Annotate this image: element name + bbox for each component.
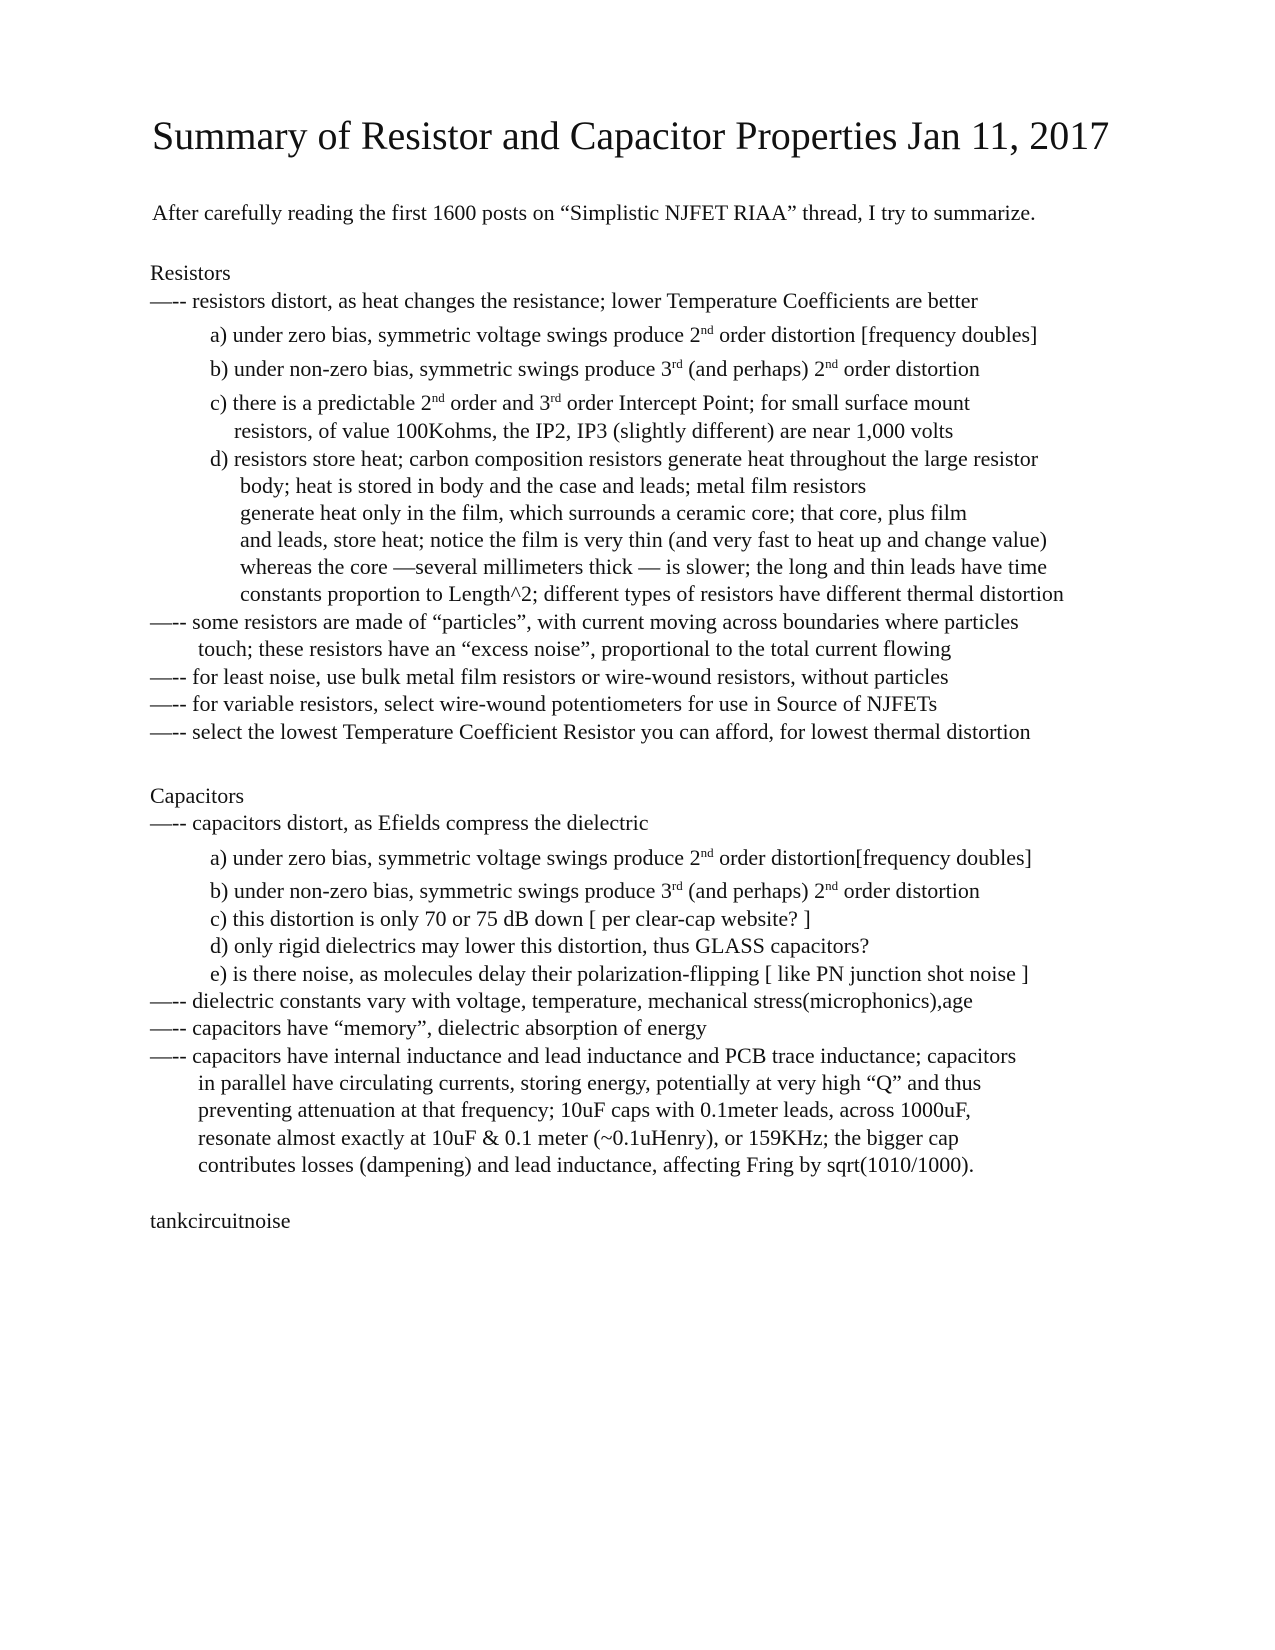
- resistors-heading: Resistors: [150, 260, 231, 285]
- resistor-item-d-cont: whereas the core —several millimeters thick — is slower; the long and thin leads have time: [240, 554, 1048, 579]
- resistor-item-b: b) under non-zero bias, symmetric swings produce 3rd (and perhaps) 2nd order distortion: [210, 356, 980, 381]
- resistor-point-noise: —-- for least noise, use bulk metal film resistors or wire-wound resistors, without particles: [150, 664, 949, 689]
- capacitor-point-dielectric: —-- dielectric constants vary with voltage, temperature, mechanical stress(microphonics),age: [150, 988, 973, 1013]
- capacitor-point-inductance-cont: resonate almost exactly at 10uF & 0.1 meter (~0.1uHenry), or 159KHz; the bigger cap: [198, 1125, 959, 1150]
- capacitors-heading: Capacitors: [150, 783, 245, 808]
- intro-text: After carefully reading the first 1600 posts on “Simplistic NJFET RIAA” thread, I try to summarize.: [152, 200, 1036, 225]
- capacitor-point-memory: —-- capacitors have “memory”, dielectric absorption of energy: [150, 1015, 707, 1040]
- footer-text: tankcircuitnoise: [150, 1208, 291, 1233]
- resistor-point-heat: —-- resistors distort, as heat changes the resistance; lower Temperature Coefficients are better: [150, 288, 978, 313]
- capacitor-item-c: c) this distortion is only 70 or 75 dB down [ per clear-cap website? ]: [210, 906, 811, 931]
- resistor-item-d-cont: constants proportion to Length^2; different types of resistors have different thermal distortion: [240, 581, 1064, 606]
- capacitor-point-efields: —-- capacitors distort, as Efields compress the dielectric: [150, 810, 649, 835]
- capacitor-point-inductance: —-- capacitors have internal inductance and lead inductance and PCB trace inductance; capacitors: [150, 1043, 1017, 1068]
- resistor-item-c: c) there is a predictable 2nd order and 3rd order Intercept Point; for small surface mount: [210, 390, 970, 415]
- resistor-item-c-cont: resistors, of value 100Kohms, the IP2, IP3 (slightly different) are near 1,000 volts: [234, 418, 954, 443]
- capacitor-point-inductance-cont: preventing attenuation at that frequency; 10uF caps with 0.1meter leads, across 1000uF,: [198, 1097, 971, 1122]
- capacitor-item-e: e) is there noise, as molecules delay their polarization-flipping [ like PN junction shot noise ]: [210, 961, 1029, 986]
- capacitor-point-inductance-cont: in parallel have circulating currents, storing energy, potentially at very high “Q” and thus: [198, 1070, 982, 1095]
- capacitor-point-inductance-cont: contributes losses (dampening) and lead inductance, affecting Fring by sqrt(1010/1000).: [198, 1152, 975, 1177]
- resistor-point-particles-cont: touch; these resistors have an “excess noise”, proportional to the total current flowing: [198, 636, 952, 661]
- page-title: Summary of Resistor and Capacitor Properties Jan 11, 2017: [152, 113, 1110, 158]
- resistor-point-variable: —-- for variable resistors, select wire-wound potentiometers for use in Source of NJFETs: [150, 691, 938, 716]
- capacitor-item-d: d) only rigid dielectrics may lower this distortion, thus GLASS capacitors?: [210, 933, 870, 958]
- resistor-point-tempco: —-- select the lowest Temperature Coefficient Resistor you can afford, for lowest thermal distortion: [150, 719, 1031, 744]
- resistor-point-particles: —-- some resistors are made of “particles”, with current moving across boundaries where particles: [150, 609, 1019, 634]
- resistor-item-d: d) resistors store heat; carbon composition resistors generate heat throughout the large resistor: [210, 446, 1039, 471]
- resistor-item-d-cont: generate heat only in the film, which surrounds a ceramic core; that core, plus film: [240, 500, 967, 525]
- resistor-item-a: a) under zero bias, symmetric voltage swings produce 2nd order distortion [frequency doubles]: [210, 322, 1038, 347]
- resistor-item-d-cont: and leads, store heat; notice the film is very thin (and very fast to heat up and change value): [240, 527, 1047, 552]
- resistor-item-d-cont: body; heat is stored in body and the case and leads; metal film resistors: [240, 473, 867, 498]
- capacitor-item-b: b) under non-zero bias, symmetric swings produce 3rd (and perhaps) 2nd order distortion: [210, 878, 980, 903]
- capacitor-item-a: a) under zero bias, symmetric voltage swings produce 2nd order distortion[frequency doubles]: [210, 845, 1032, 870]
